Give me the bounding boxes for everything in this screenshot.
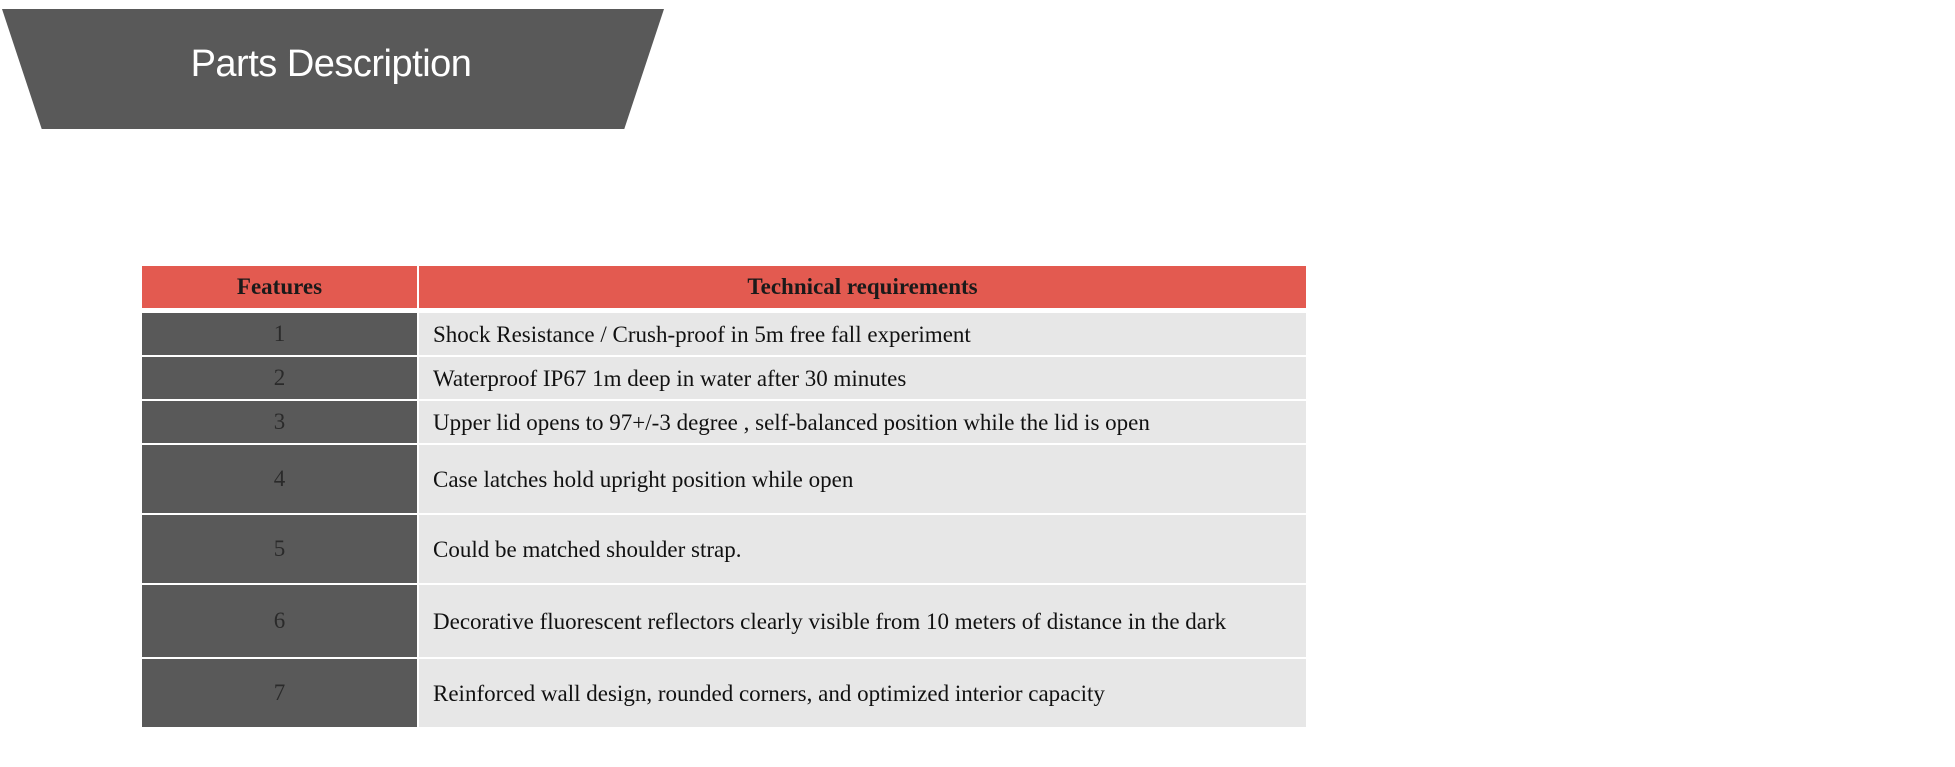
table-row	[141, 444, 1307, 514]
feature-number: 5	[141, 514, 418, 584]
column-header-technical-requirements: Technical requirements	[418, 265, 1307, 311]
requirement-text: Reinforced wall design, rounded corners, and optimized interior capacity	[418, 658, 1307, 728]
table-row	[141, 658, 1307, 728]
requirement-text: Case latches hold upright position while open	[418, 444, 1307, 514]
feature-number: 2	[141, 356, 418, 400]
feature-number: 4	[141, 444, 418, 514]
requirement-text: Could be matched shoulder strap.	[418, 514, 1307, 584]
page-title: Parts Description	[190, 42, 472, 85]
feature-number: 7	[141, 658, 418, 728]
requirement-text: Decorative fluorescent reflectors clearly visible from 10 meters of distance in the dark	[418, 584, 1307, 658]
feature-number: 6	[141, 584, 418, 658]
requirement-text: Upper lid opens to 97+/-3 degree , self-balanced position while the lid is open	[418, 400, 1307, 444]
feature-number: 1	[141, 311, 418, 357]
requirement-text: Waterproof IP67 1m deep in water after 30 minutes	[418, 356, 1307, 400]
table-row	[141, 400, 1307, 444]
table-row	[141, 584, 1307, 658]
requirement-text: Shock Resistance / Crush-proof in 5m free fall experiment	[418, 311, 1307, 357]
feature-number: 3	[141, 400, 418, 444]
column-header-features: Features	[141, 265, 418, 311]
table-row	[141, 311, 1307, 357]
table-row	[141, 356, 1307, 400]
parts-table	[140, 264, 1308, 729]
table-header-row	[141, 265, 1307, 311]
table-row	[141, 514, 1307, 584]
